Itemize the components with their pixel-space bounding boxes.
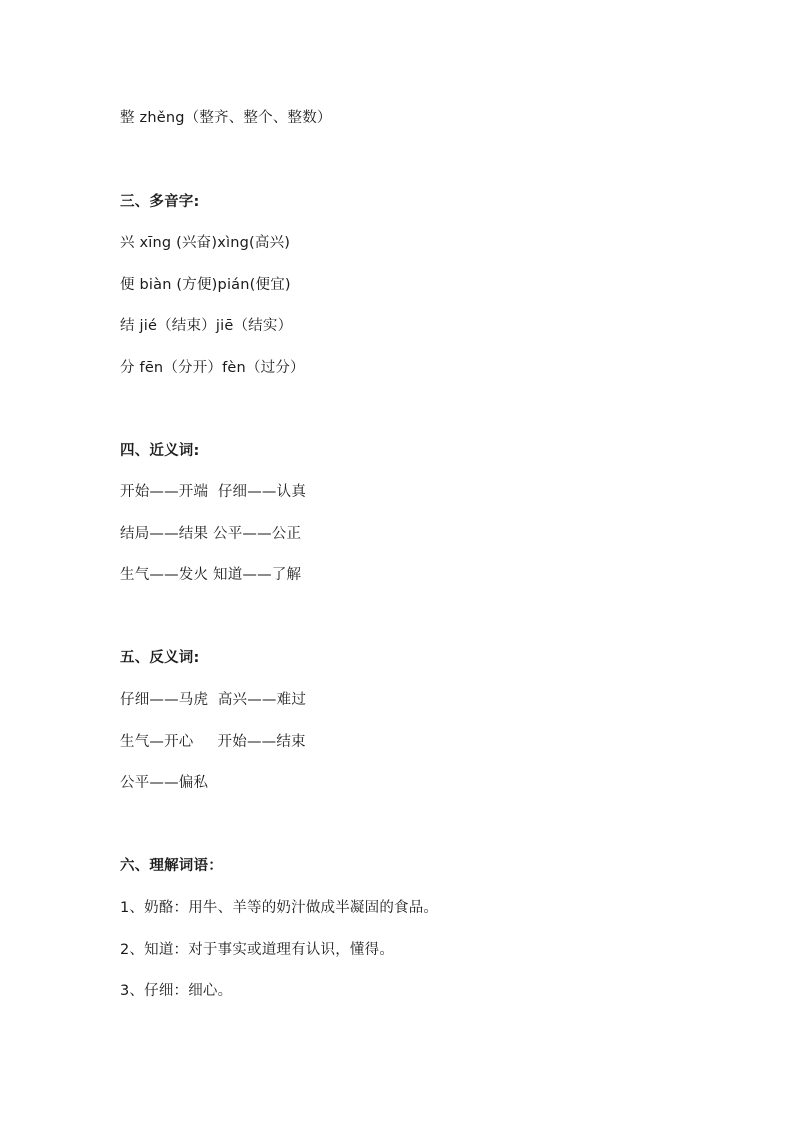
section-heading-polyphones: 三、多音字: xyxy=(120,194,200,210)
antonym-row-2: 生气—开心 开始——结束 xyxy=(120,734,306,750)
section-heading-word-meanings: 六、理解词语： xyxy=(120,858,223,874)
synonym-row-3: 生气——发火 知道——了解 xyxy=(120,567,302,583)
polyphone-entry-jie: 结 jié（结束）jiē（结实） xyxy=(120,318,293,334)
word-meaning-item-2: 2、知道：对于事实或道理有认识，懂得。 xyxy=(120,942,395,958)
antonym-row-3: 公平——偏私 xyxy=(120,775,209,791)
word-meaning-item-3: 3、仔细：细心。 xyxy=(120,983,233,999)
polyphone-entry-xing: 兴 xīng (兴奋)xìng(高兴) xyxy=(120,235,291,251)
polyphone-entry-bian: 便 biàn (方便)pián(便宜) xyxy=(120,277,291,293)
section-heading-antonyms: 五、反义词: xyxy=(120,650,200,666)
synonym-row-1: 开始——开端 仔细——认真 xyxy=(120,484,307,500)
word-meaning-item-1: 1、奶酪：用牛、羊等的奶汁做成半凝固的食品。 xyxy=(120,900,439,916)
polyphone-entry-zheng: 整 zhěng（整齐、整个、整数） xyxy=(120,110,332,126)
synonym-row-2: 结局——结果 公平——公正 xyxy=(120,526,302,542)
polyphone-entry-fen: 分 fēn（分开）fèn（过分） xyxy=(120,360,305,376)
section-heading-synonyms: 四、近义词: xyxy=(120,443,200,459)
antonym-row-1: 仔细——马虎 高兴——难过 xyxy=(120,692,307,708)
